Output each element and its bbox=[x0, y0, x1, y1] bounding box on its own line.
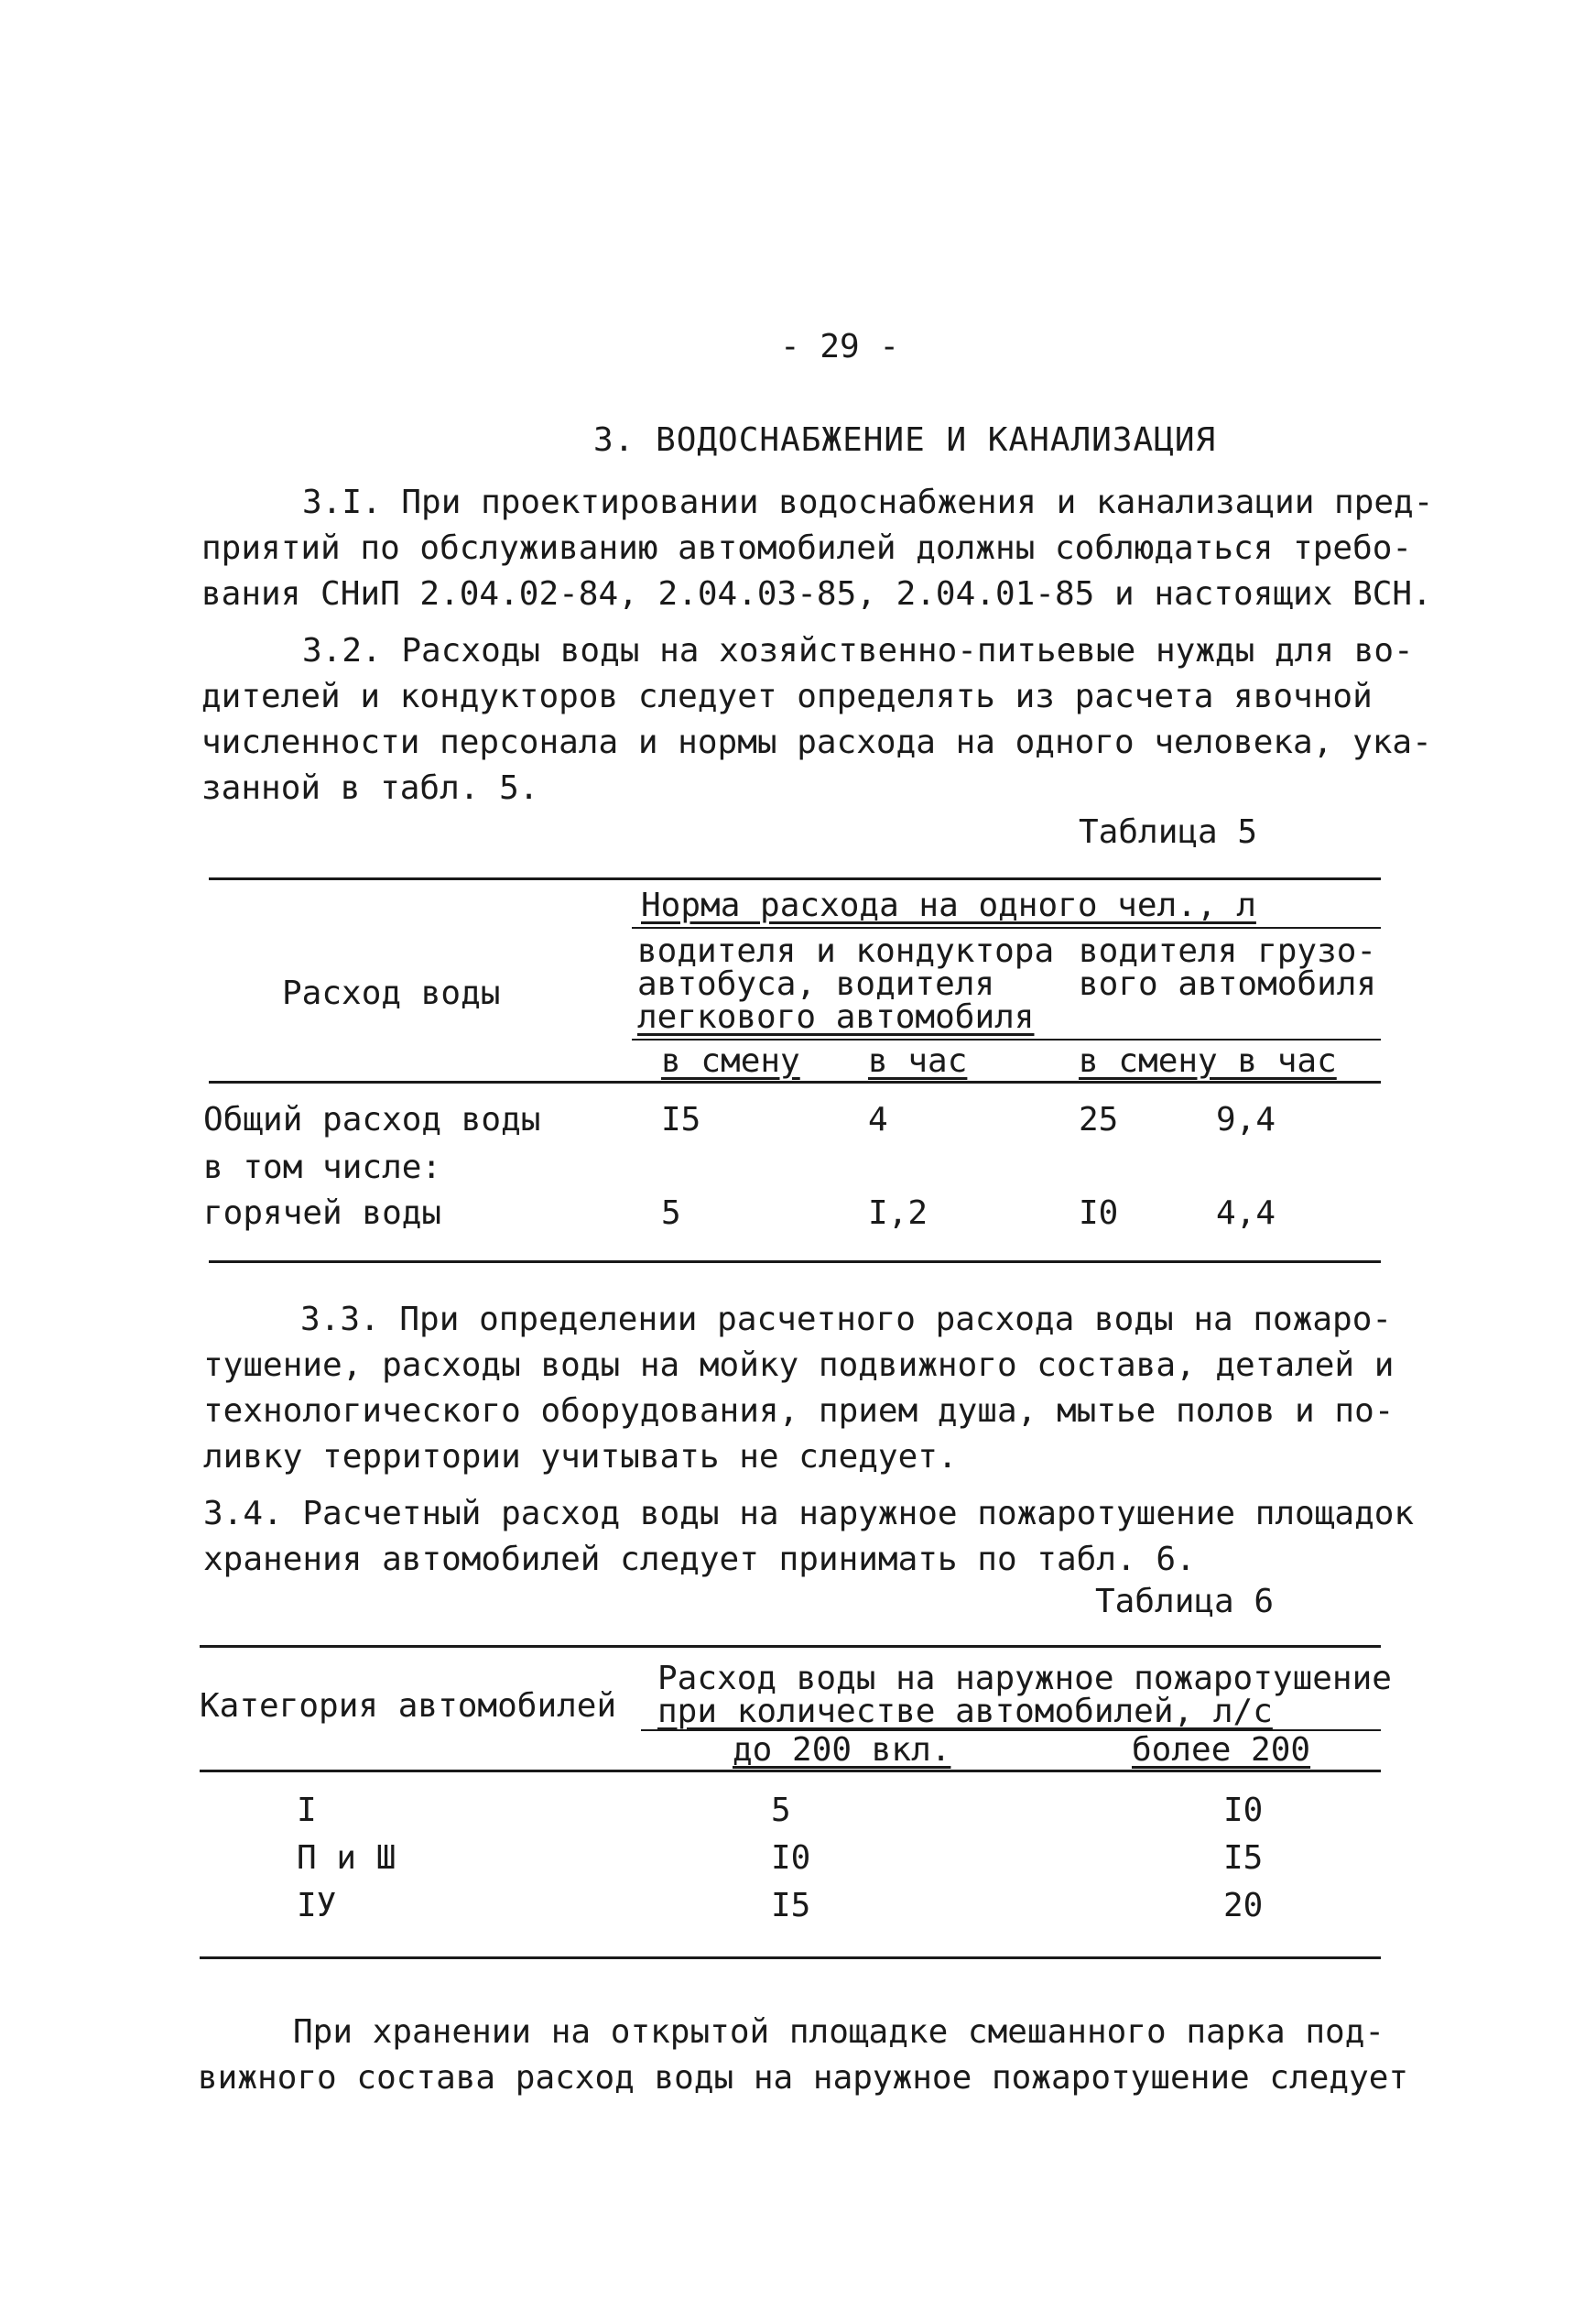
table-cell: I0 bbox=[1223, 1792, 1264, 1829]
table-rule bbox=[209, 1081, 1381, 1084]
paragraph-line: дителей и кондукторов следует определять из расчета явочной bbox=[201, 678, 1373, 715]
table-5-sub-shift: в смену bbox=[661, 1042, 800, 1080]
paragraph-line: численности персонала и нормы расхода на одного человека, ука- bbox=[201, 724, 1432, 761]
paragraph-closing bbox=[198, 2010, 1409, 2101]
table-6-col-2: более 200 bbox=[1132, 1731, 1311, 1769]
table-cell: I,2 bbox=[868, 1194, 928, 1232]
paragraph-3-1 bbox=[201, 480, 1434, 617]
table-5-label: Таблица 5 bbox=[1079, 813, 1258, 851]
table-cell: I5 bbox=[771, 1887, 811, 1924]
table-rule bbox=[632, 1039, 1381, 1041]
table-6-group-header: Расход воды на наружное пожаротушение bbox=[657, 1660, 1392, 1697]
table-5-row-label: горячей воды bbox=[203, 1194, 442, 1232]
table-6-category: I bbox=[297, 1792, 317, 1829]
table-5-col-group-1-line: водителя и кондуктора bbox=[637, 932, 1055, 970]
paragraph-3-2 bbox=[201, 628, 1432, 812]
paragraph-3-4 bbox=[203, 1491, 1415, 1583]
table-cell: I5 bbox=[1223, 1839, 1264, 1877]
table-rule bbox=[200, 1770, 1381, 1772]
table-cell: 4,4 bbox=[1216, 1194, 1276, 1232]
table-5-row-header: Расход воды bbox=[282, 975, 501, 1012]
table-6-col-1: до 200 вкл. bbox=[733, 1731, 951, 1769]
table-cell: I0 bbox=[771, 1839, 811, 1877]
paragraph-line: тушение, расходы воды на мойку подвижного состава, деталей и bbox=[203, 1346, 1395, 1384]
paragraph-line: 3.3. При определении расчетного расхода воды на пожаро- bbox=[300, 1301, 1393, 1338]
table-cell: 4 bbox=[868, 1101, 888, 1139]
paragraph-line: приятий по обслуживанию автомобилей должны соблюдаться требо- bbox=[201, 529, 1413, 567]
table-cell: I5 bbox=[661, 1101, 701, 1139]
section-title: 3. ВОДОСНАБЖЕНИЕ И КАНАЛИЗАЦИЯ bbox=[593, 421, 1217, 459]
table-6-group-header: при количестве автомобилей, л/с bbox=[657, 1693, 1273, 1730]
paragraph-line: При хранении на открытой площадке смешанного парка под- bbox=[293, 2013, 1385, 2051]
paragraph-line: занной в табл. 5. bbox=[201, 769, 539, 807]
paragraph-line: вижного состава расход воды на наружное пожаротушение следует bbox=[198, 2059, 1409, 2097]
paragraph-line: 3.2. Расходы воды на хозяйственно-питьевые нужды для во- bbox=[302, 632, 1414, 670]
table-rule-bottom bbox=[200, 1956, 1381, 1959]
table-cell: 9,4 bbox=[1216, 1101, 1276, 1139]
table-5-col-group-1-line: автобуса, водителя bbox=[637, 965, 995, 1003]
paragraph-line: 3.4. Расчетный расход воды на наружное пожаротушение площадок bbox=[203, 1495, 1415, 1532]
table-5-col-group-2-line: водителя грузо- bbox=[1079, 932, 1377, 970]
table-rule-bottom bbox=[209, 1260, 1381, 1263]
table-cell: 25 bbox=[1079, 1101, 1119, 1139]
paragraph-line: вания СНиП 2.04.02-84, 2.04.03-85, 2.04.01-85 и настоящих ВСН. bbox=[201, 575, 1432, 613]
table-cell: I0 bbox=[1079, 1194, 1119, 1232]
table-5-row-label: Общий расход воды bbox=[203, 1101, 541, 1139]
table-5-sub-combined: в смену в час bbox=[1079, 1042, 1337, 1080]
paragraph-line: 3.I. При проектировании водоснабжения и канализации пред- bbox=[302, 484, 1434, 521]
table-rule bbox=[632, 927, 1381, 929]
paragraph-line: технологического оборудования, прием душа, мытье полов и по- bbox=[203, 1392, 1395, 1430]
table-6-category: IУ bbox=[297, 1887, 337, 1924]
table-5-sub-hour: в час bbox=[868, 1042, 968, 1080]
table-6-row-header: Категория автомобилей bbox=[200, 1687, 617, 1725]
page-number: - 29 - bbox=[780, 328, 900, 365]
paragraph-3-3 bbox=[203, 1297, 1395, 1480]
table-cell: 5 bbox=[661, 1194, 681, 1232]
paragraph-line: хранения автомобилей следует принимать по табл. 6. bbox=[203, 1541, 1196, 1578]
table-6-category: П и Ш bbox=[297, 1839, 396, 1877]
table-5-group-header: Норма расхода на одного чел., л bbox=[641, 887, 1256, 924]
table-5-row-label: в том числе: bbox=[203, 1149, 442, 1186]
table-cell: 5 bbox=[771, 1792, 791, 1829]
table-5-col-group-2-line: вого автомобиля bbox=[1079, 965, 1377, 1003]
table-cell: 20 bbox=[1223, 1887, 1264, 1924]
table-6-label: Таблица 6 bbox=[1095, 1583, 1275, 1620]
table-rule-top bbox=[200, 1645, 1381, 1648]
table-rule-top bbox=[209, 877, 1381, 880]
paragraph-line: ливку территории учитывать не следует. bbox=[203, 1438, 958, 1476]
table-5-col-group-1-line: легкового автомобиля bbox=[637, 998, 1035, 1036]
